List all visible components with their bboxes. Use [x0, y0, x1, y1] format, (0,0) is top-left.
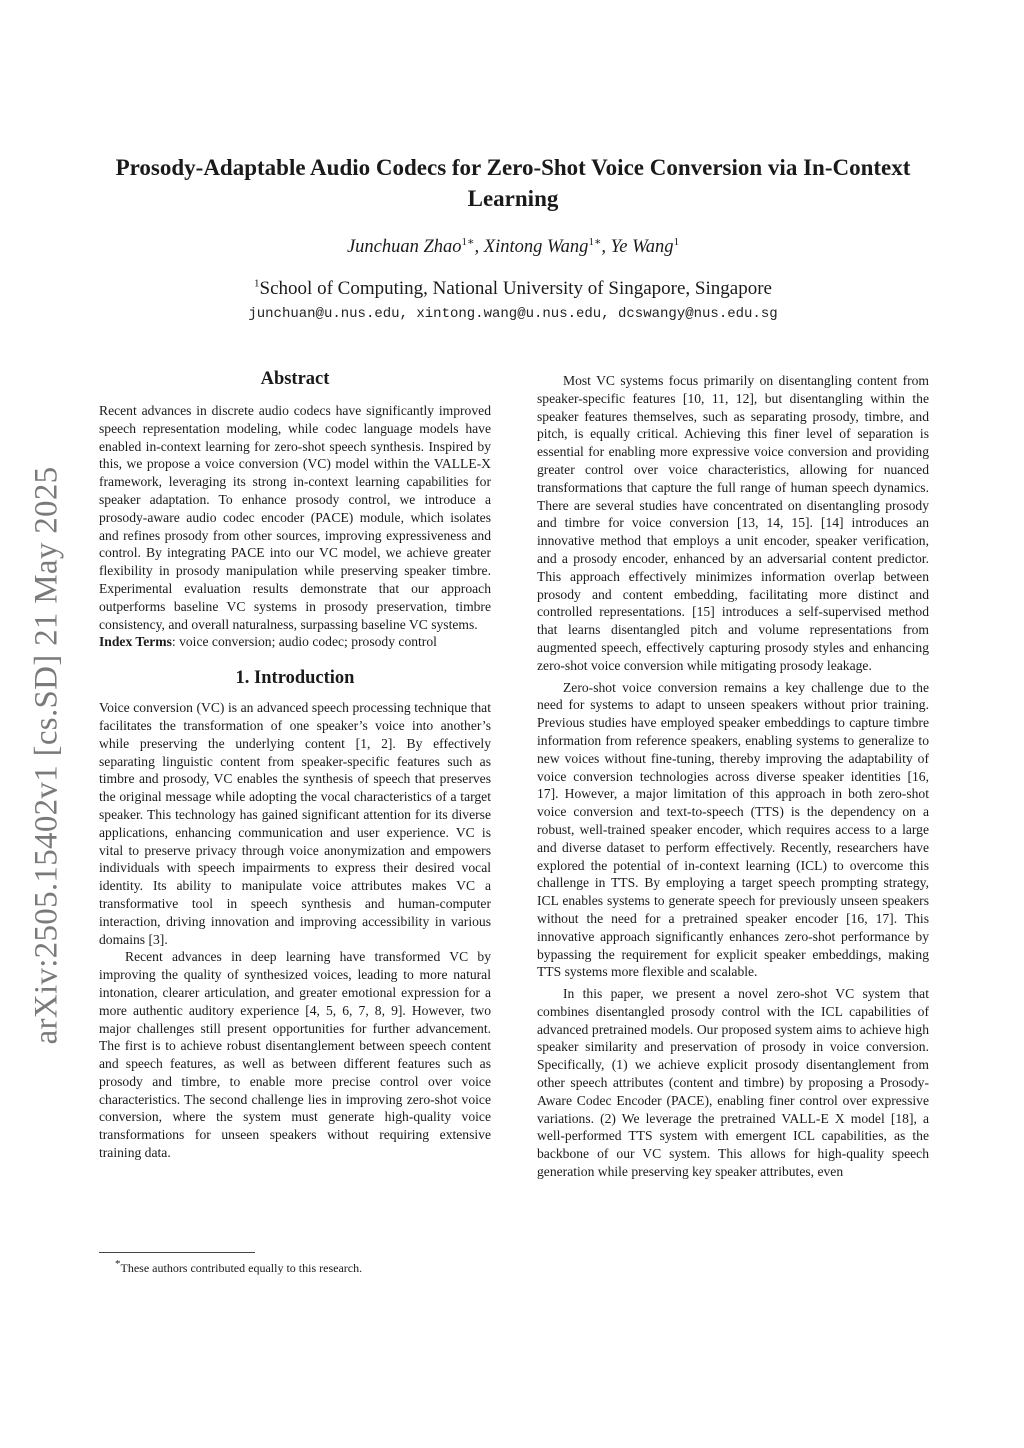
intro-paragraph-1: Voice conversion (VC) is an advanced speech processing technique that facilitates the transformation of one speaker’s voice into another’s while preserving the underlying content [1, 2]. By effectively separating linguistic content from speaker-specific features such as timbre and prosody, VC enables the synthesis of speech that preserves the original message while adopting the vocal characteristics of a target speaker. This technology has gained significant attention for its diverse applications, enhancing communication and user experience. VC is vital to preserve privacy through voice anonymization and empowers individuals with speech impairments to express their desired vocal identity. Its ability to manipulate voice attributes makes VC a transformative tool in speech synthesis and human-computer interaction, driving innovation and improving accessibility in various domains [3]. [99, 700, 491, 947]
affiliation-mark: 1 [254, 277, 260, 290]
body-paragraph-1: Most VC systems focus primarily on disentangling content from speaker-specific features [10, 11, 12], but disentangling within the speaker features themselves, such as separating prosody, timbre, and pitch, is equally critical. Achieving this finer level of separation is essential for enabling more expressive voice conversion and providing greater control over voice characteristics, allowing for nuanced transformations that capture the full range of human speech dynamics. There are several studies have concentrated on disentangling prosody and timbre for voice conversion [13, 14, 15]. [14] introduces an innovative method that employs a unit encoder, speaker verification, and a prosody encoder, enhanced by an adversarial content predictor. This approach effectively minimizes information overlap between prosody and content embedding, facilitating more distinct and controlled representations. [15] introduces a self-supervised method that learns disentangled pitch and volume representations from augmented speech, effectively capturing prosody styles and enhancing zero-shot voice conversion while mitigating prosody leakage. [537, 373, 929, 673]
affiliation [100, 276, 926, 302]
footnote-mark: * [115, 1258, 121, 1270]
left-column [99, 366, 491, 1162]
author-affil-mark: 1 [673, 235, 680, 248]
affiliation-text: School of Computing, National University of Singapore, Singapore [259, 278, 772, 299]
body-paragraph-3: In this paper, we present a novel zero-shot VC system that combines disentangled prosody control with the ICL capabilities of advanced pretrained models. Our proposed system aims to achieve high speaker similarity and preservation of prosody in voice conversion. Specifically, (1) we achieve explicit prosody disentanglement from other speech attributes (content and timbre) by proposing a Prosody-Aware Codec Encoder (PACE), enabling finer control over expressive variations. (2) We leverage the pretrained VALL-E X model [18], a well-performed TTS system with emergent ICL capabilities, as the backbone of our VC system. This allows for high-quality speech generation while preserving key speaker attributes, even [537, 986, 929, 1180]
author-list: Junchuan Zhao$^{1∗}$, Xintong Wang$^{1∗}$, Ye Wang$^1$ [346, 235, 680, 257]
right-column [537, 372, 929, 1181]
index-terms-text: : voice conversion; audio codec; prosody control [171, 634, 437, 650]
paper-title: Prosody-Adaptable Audio Codecs for Zero-Shot Voice Conversion via In-Context Learning [115, 155, 911, 211]
arxiv-identifier [22, 440, 72, 1070]
author-affil-mark: 1∗ [588, 235, 602, 248]
intro-paragraph-2: Recent advances in deep learning have transformed VC by improving the quality of synthesized voices, leading to more natural intonation, clearer articulation, and greater emotional expression for a more authentic auditory experience [4, 5, 6, 7, 8, 9]. However, two major challenges still present opportunities for further advancement. The first is to achieve robust disentanglement between speech content and speech features, as well as between different features such as prosody and timbre, to enable more precise control over voice characteristics. The second challenge lies in improving zero-shot voice conversion, where the system must generate high-quality voice transformations for unseen speakers without requiring extensive training data. [99, 949, 491, 1161]
arxiv-identifier-text: arXiv:2505.15402v1 [cs.SD] 21 May 2025 [28, 466, 65, 1044]
author-emails: junchuan@u.nus.edu, xintong.wang@u.nus.edu, dcswangy@nus.edu.sg [248, 306, 778, 322]
footnote-text: These authors contributed equally to this research. [120, 1261, 363, 1275]
author-name: Ye Wang [610, 237, 674, 257]
footnote [115, 1260, 495, 1276]
abstract-heading: Abstract [260, 369, 330, 389]
author-affil-mark: 1∗ [461, 235, 475, 248]
footnote-rule [99, 1252, 255, 1253]
author-name: Xintong Wang [483, 237, 589, 257]
author-name: Junchuan Zhao [346, 237, 462, 257]
body-paragraph-2: Zero-shot voice conversion remains a key challenge due to the need for systems to adapt to unseen speakers without prior training. Previous studies have employed speaker embeddings to capture timbre information from reference speakers, enabling systems to generalize to new voices without fine-tuning, thereby improving the adaptability of voice conversion technologies across diverse speaker identities [16, 17]. However, a major limitation of this approach in both zero-shot voice conversion and text-to-speech (TTS) is the dependency on a robust, well-trained speaker encoder, which requires access to a large and diverse dataset to perform effectively. Recently, researchers have explored the potential of in-context learning (ICL) to overcome this challenge in TTS. By employing a target speech prompting strategy, ICL enables systems to generate speech for previously unseen speakers without the need for a pretrained speaker encoder [16, 17]. This innovative approach significantly enhances zero-shot performance by bypassing the requirement for explicit speaker embeddings, making TTS systems more flexible and scalable. [537, 679, 929, 980]
intro-heading: 1. Introduction [235, 668, 355, 689]
index-terms [99, 633, 491, 651]
index-terms-label: Index Terms [99, 634, 172, 650]
abstract-text: Recent advances in discrete audio codecs have significantly improved speech representation modeling, while codec language models have enabled in-context learning for zero-shot speech synthesis. Inspired by this, we propose a voice conversion (VC) model within the VALLE-X framework, leveraging its strong in-context learning capabilities for speaker adaptation. To enhance prosody control, we introduce a prosody-aware audio codec encoder (PACE) module, which isolates and refines prosody from other sources, improving expressiveness and control. By integrating PACE into our VC model, we achieve greater flexibility in prosody manipulation while preserving speaker timbre. Experimental evaluation results demonstrate that our approach outperforms baseline VC systems in prosody preservation, timbre consistency, and overall naturalness, surpassing baseline VC systems. [99, 403, 491, 632]
